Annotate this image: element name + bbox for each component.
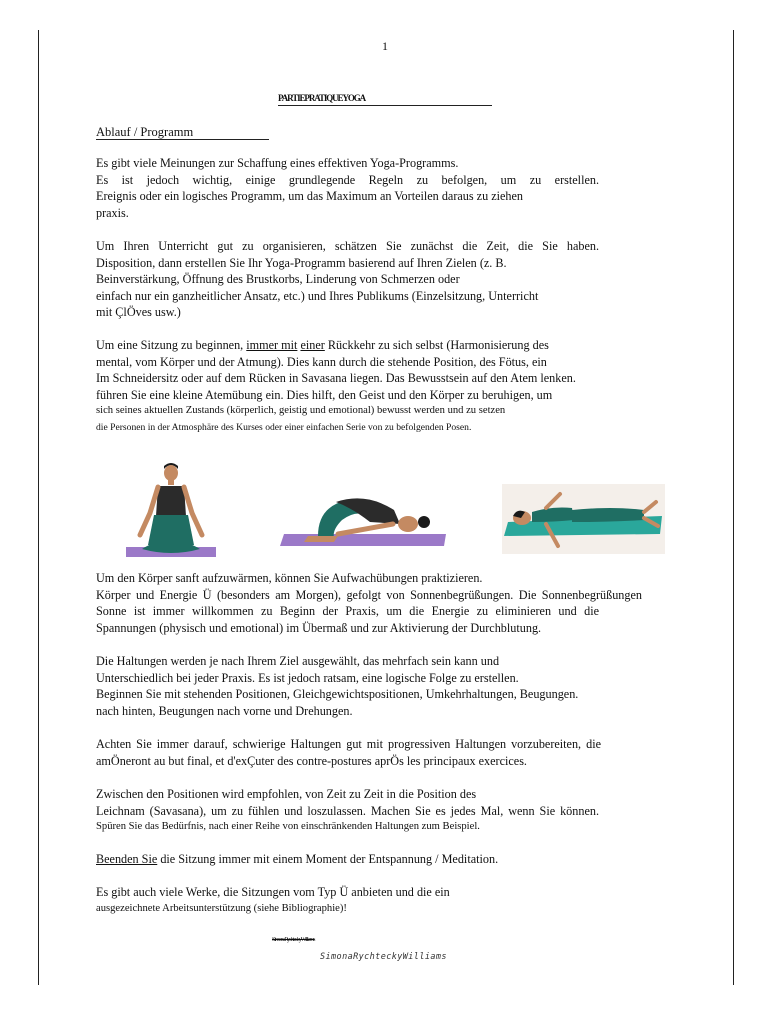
text-line: einfach nur ein ganzheitlicher Ansatz, etc.) und Ihres Publikums (Einzelsitzung, Unterricht [96, 288, 539, 303]
text-line: Ereignis oder ein logisches Programm, um das Maximum an Vorteilen daraus zu ziehen [96, 189, 524, 204]
text-line: Es gibt auch viele Werke, die Sitzungen vom Typ Ü anbieten und die ein [96, 885, 450, 899]
text-line: mit ÇlÖves usw.) [96, 305, 181, 320]
text-line: Im Schneidersitz oder auf dem Rücken in Savasana liegen. Das Bewusstsein auf den Atem lenken. [96, 371, 576, 386]
paragraph-savasana [96, 786, 599, 836]
text-line: Um den Körper sanft aufzuwärmen, können Sie Aufwachübungen praktizieren. [96, 571, 483, 585]
text-line: sich seines aktuellen Zustands (körperlich, geistig und emotional) bewusst werden und zu setzen [96, 405, 506, 417]
text-line: Beginnen Sie mit stehenden Positionen, Gleichgewichtspositionen, Umkehrhaltungen, Beugungen. [96, 687, 579, 702]
paragraph-closing [96, 851, 599, 868]
left-margin-line [38, 30, 39, 985]
paragraph-intro [96, 155, 599, 221]
text-line: führen Sie eine kleine Atemübung ein. Dies hilft, den Geist und den Körper zu beruhigen, um [96, 387, 553, 402]
text-line: Disposition, dann erstellen Sie Ihr Yoga-Programm basierend auf Ihren Zielen (z. B. [96, 255, 507, 270]
text-line: Spüren Sie das Bedürfnis, nach einer Reihe von einschränkenden Haltungen zum Beispiel. [96, 821, 480, 833]
text-line: Unterschiedlich bei jeder Praxis. Es ist jedoch ratsam, eine logische Folge zu erstellen. [96, 670, 519, 685]
text-line: amÖneront au but final, et d'exÇuter des contre-postures aprÖs les principaux exercices. [96, 753, 527, 768]
text-line: Zwischen den Positionen wird empfohlen, von Zeit zu Zeit in die Position des [96, 787, 477, 801]
text-line: Spannungen (physisch und emotional) im Übermaß und zur Aktivierung der Durchblutung. [96, 620, 542, 635]
text-line: Die Haltungen werden je nach Ihrem Ziel ausgewählt, das mehrfach sein kann und [96, 654, 500, 668]
text-line: nach hinten, Beugungen nach vorne und Drehungen. [96, 703, 353, 718]
text-line: Beinverstärkung, Öffnung des Brustkorbs, Linderung von Schmerzen oder [96, 272, 460, 287]
text-line: die Personen in der Atmosphäre des Kurses oder einer einfachen Serie von zu befolgenden Posen. [96, 421, 472, 433]
footer-signature-small: SimonaRychteckyWilliams [272, 937, 315, 943]
paragraph-bibliography [96, 884, 599, 917]
yoga-seated-pose-image [124, 463, 218, 560]
yoga-childs-pose-image [278, 488, 448, 550]
text-line: mental, vom Körper und der Atmung). Dies kann durch die stehende Position, des Fötus, ein [96, 354, 547, 369]
page-number: 1 [382, 39, 388, 53]
text-line: Es gibt viele Meinungen zur Schaffung eines effektiven Yoga-Programms. [96, 156, 459, 170]
text-line: ausgezeichnete Arbeitsunterstützung (siehe Bibliographie)! [96, 902, 347, 914]
text-line: Sonne ist immer willkommen zu Beginn der Praxis, um die Energie zu eliminieren und die [96, 604, 599, 619]
footer-signature: SimonaRychteckyWilliams [320, 952, 447, 962]
text-line: Um Ihren Unterricht gut zu organisieren, schätzen Sie zunächst die Zeit, die Sie haben. [96, 239, 599, 253]
text-line: Beenden Sie die Sitzung immer mit einem Moment der Entspannung / Meditation. [96, 852, 499, 866]
text-line: Leichnam (Savasana), um zu fühlen und loszulassen. Machen Sie es jedes Mal, wenn Sie können. [96, 803, 599, 818]
text-line: Um eine Sitzung zu beginnen, immer mit einer Rückkehr zu sich selbst (Harmonisierung des [96, 338, 549, 352]
paragraph-warmup [96, 570, 642, 636]
section-heading: Ablauf / Programm [96, 125, 269, 140]
yoga-savasana-pose-image [502, 484, 665, 554]
paragraph-postures [96, 653, 599, 719]
text-line: Achten Sie immer darauf, schwierige Haltungen gut mit progressiven Haltungen vorzubereiten, die [96, 737, 601, 751]
right-margin-line [733, 30, 734, 985]
paragraph-session-start [96, 337, 599, 437]
text-line: Körper und Energie Ü (besonders am Morgen), gefolgt von Sonnenbegrüßungen. Die Sonnenbegrüßungen [96, 587, 642, 602]
paragraph-organisation [96, 238, 599, 321]
text-line: praxis. [96, 205, 129, 220]
text-line: Es ist jedoch wichtig, einige grundlegende Regeln zu befolgen, um zu erstellen. [96, 172, 599, 187]
paragraph-preparation [96, 736, 601, 769]
document-title: PARTIEPRATIQUEYOGA [278, 93, 492, 106]
